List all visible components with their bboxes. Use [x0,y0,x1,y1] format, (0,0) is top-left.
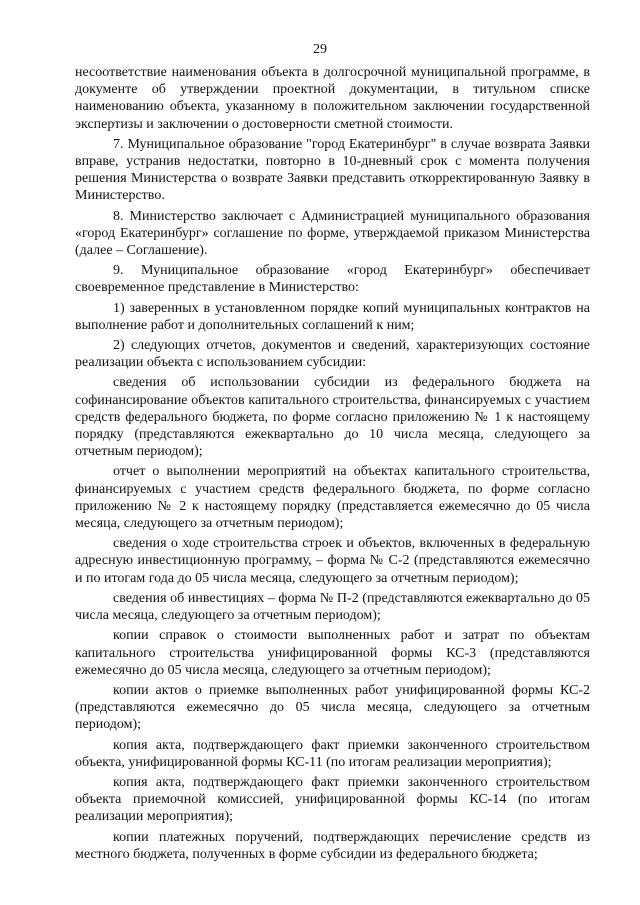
page-number: 29 [313,42,327,57]
paragraph-continuation: несоответствие наименования объекта в долгосрочной муниципальной программе, в документе об утверждении проектной документации, в титульном списке наименованию объекта, указанному в положительном заключении государственной экспертизы и заключении о достоверности сметной стоимости. [75,65,590,132]
report-item: сведения об инвестициях – форма № П-2 (представляются ежеквартально до 05 числа месяца, следующего за отчетным периодом); [75,590,590,624]
report-item: копия акта, подтверждающего факт приемки законченного строительством объекта, унифицированной формы КС-11 (по итогам реализации мероприятия); [75,737,590,770]
subitem-2: 2) следующих отчетов, документов и сведений, характеризующих состояние реализации объекта с использованием субсидии: [75,338,590,371]
paragraph-item-8: 8. Министерство заключает с Администрацией муниципального образования «город Екатеринбург» соглашение по форме, утверждаемой приказом Министерства (далее – Соглашение). [75,208,590,259]
document-body [75,64,590,866]
report-item: копия акта, подтверждающего факт приемки законченного строительством объекта приемочной комиссией, унифицированной формы КС-14 (по итогам реализации мероприятия); [75,774,590,825]
report-item: сведения о ходе строительства строек и объектов, включенных в федеральную адресную инвестиционную программу, – форма № С-2 (представляются ежемесячно и по итогам года до 05 числа месяца, следующего за отчетным периодом); [75,536,590,586]
report-item: копии актов о приемке выполненных работ унифицированной формы КС-2 (представляются ежемесячно до 05 числа месяца, следующего за отчетным периодом); [75,682,590,733]
report-item: копии справок о стоимости выполненных работ и затрат по объектам капитального строительства унифицированной формы КС-3 (представляются ежемесячно до 05 числа месяца, следующего за отчетным периодом); [75,628,590,678]
paragraph-item-7: 7. Муниципальное образование "город Екатеринбург" в случае возврата Заявки вправе, устранив недостатки, повторно в 10-дневный срок с момента получения решения Министерства о возврате Заявки представить откорректированную Заявку в Министерство. [75,136,590,204]
report-item: отчет о выполнении мероприятий на объектах капитального строительства, финансируемых с участием средств федерального бюджета, по форме согласно приложению № 2 к настоящему порядку (представляется ежемесячно до 05 числа месяца, следующего за отчетным периодом); [75,464,590,532]
subitem-1: 1) заверенных в установленном порядке копий муниципальных контрактов на выполнение работ и дополнительных соглашений к ним; [75,300,590,333]
paragraph-item-9: 9. Муниципальное образование «город Екатеринбург» обеспечивает своевременное представление в Министерство: [75,263,590,296]
report-item: копии платежных поручений, подтверждающих перечисление средств из местного бюджета, полученных в форме субсидии из федерального бюджета; [75,829,590,862]
report-item: сведения об использовании субсидии из федерального бюджета на софинансирование объектов капитального строительства, финансируемых с участием средств федерального бюджета, по форме согласно приложению № 1 к настоящему порядку (представляются ежеквартально до 10 числа месяца, следующего за отчетным периодом); [75,375,590,460]
